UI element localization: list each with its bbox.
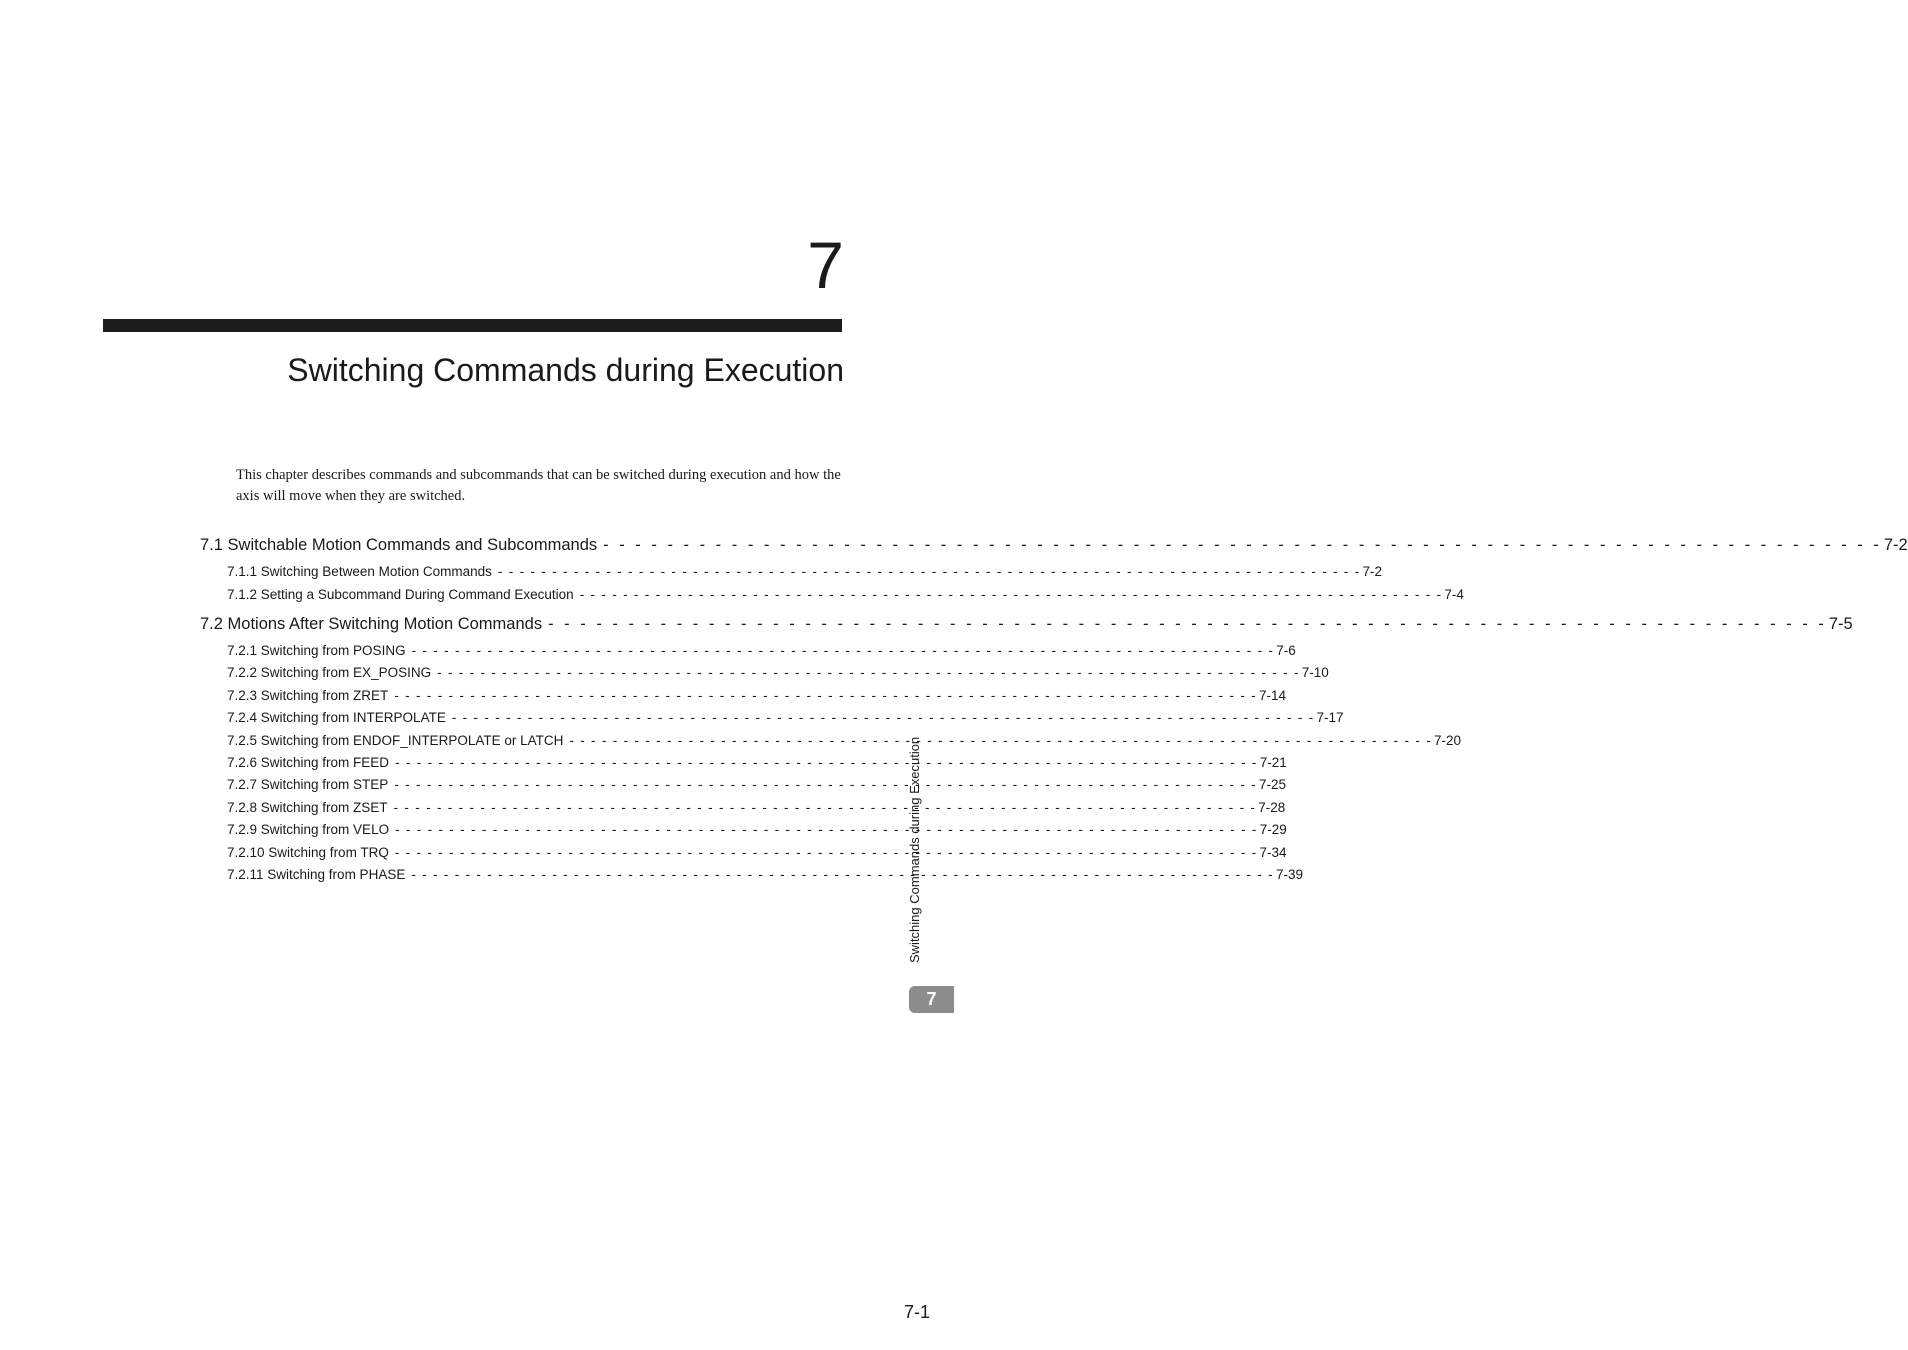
toc-entry-label: 7.1.1 Switching Between Motion Commands: [227, 564, 492, 579]
toc-entry[interactable]: [200, 536, 1908, 555]
chapter-intro: This chapter describes commands and subcommands that can be switched during execution and how the axis will move when they are switched.: [236, 467, 841, 504]
toc-entry-page: 7-28: [1258, 800, 1286, 815]
toc-entry[interactable]: [227, 867, 1304, 882]
toc-entry-page: 7-5: [1828, 615, 1853, 633]
toc-leader-dots: - - - - - - - - - - - - - - - - - - - - - - - - - - - - - - - - - - - - - - - - - - - - - - - - - - - - - - - - - - - - - - - - - - - - - - - - - - - - - - - -: [569, 733, 1432, 748]
toc-entry-page: 7-29: [1259, 822, 1287, 837]
toc-entry-label: 7.2 Motions After Switching Motion Commands: [200, 615, 543, 633]
toc-entry-label: 7.2.2 Switching from EX_POSING: [227, 665, 432, 680]
toc-entry-label: 7.2.7 Switching from STEP: [227, 777, 389, 792]
toc-entry-page: 7-14: [1258, 688, 1286, 703]
toc-entry-page: 7-34: [1259, 845, 1287, 860]
toc-leader-dots: - - - - - - - - - - - - - - - - - - - - - - - - - - - - - - - - - - - - - - - - - - - - - - - - - - - - - - - - - - - - - - - - - - - - - - - - - - - - - - - -: [394, 688, 1257, 703]
toc-entry-label: 7.2.4 Switching from INTERPOLATE: [227, 710, 446, 725]
toc-entry-label: 7.2.9 Switching from VELO: [227, 822, 390, 837]
toc-leader-dots: - - - - - - - - - - - - - - - - - - - - - - - - - - - - - - - - - - - - - - - - - - - - - - - - - - - - - - - - - - - - - - - - - - - - - - - - - - - - - - - -: [579, 587, 1443, 602]
toc-entry-label: 7.2.8 Switching from ZSET: [227, 800, 388, 815]
side-tab-chapter-badge[interactable]: 7: [909, 986, 954, 1013]
toc-entry-label: 7.1.2 Setting a Subcommand During Command Execution: [227, 587, 574, 602]
toc-entry[interactable]: [227, 710, 1344, 725]
toc-entry-label: 7.2.1 Switching from POSING: [227, 643, 406, 658]
toc-leader-dots: - - - - - - - - - - - - - - - - - - - - - - - - - - - - - - - - - - - - - - - - - - - - - - - - - - - - - - - - - - - - - - - - - - - - - - - - - - - - - - - -: [411, 643, 1275, 658]
toc-entry-label: 7.2.5 Switching from ENDOF_INTERPOLATE or LATCH: [227, 733, 564, 748]
toc-entry-label: 7.2.6 Switching from FEED: [227, 755, 390, 770]
toc-entry[interactable]: [227, 587, 1464, 602]
toc-entry[interactable]: [200, 615, 1853, 634]
toc-entry-page: 7-6: [1276, 643, 1296, 658]
toc-entry-page: 7-21: [1259, 755, 1287, 770]
toc-entry[interactable]: [227, 733, 1462, 748]
toc-leader-dots: - - - - - - - - - - - - - - - - - - - - - - - - - - - - - - - - - - - - - - - - - - - - - - - - - - - - - - - - - - - - - - - - - - - - - - - - - - - - - - - -: [451, 710, 1315, 725]
toc-leader-dots: - - - - - - - - - - - - - - - - - - - - - - - - - - - - - - - - - - - - - - - - - - - - - - - - - - - - - - - - - - - - - - - - - - - - - - - - - - - - - - - -: [497, 564, 1361, 579]
toc-entry-page: 7-2: [1362, 564, 1383, 579]
toc-leader-dots: - - - - - - - - - - - - - - - - - - - - - - - - - - - - - - - - - - - - - - - - - - - - - - - - - - - - - - - - - - - - - - - - - - - - - - - - - - - - - - - -: [393, 800, 1257, 815]
toc-entry-page: 7-17: [1316, 710, 1344, 725]
toc-leader-dots: - - - - - - - - - - - - - - - - - - - - - - - - - - - - - - - - - - - - - - - - - - - - - - - - - - - - - - - - - - - - - - - - - - - - - - - - - - - - - - - -: [437, 665, 1300, 680]
toc-entry-page: 7-2: [1883, 536, 1908, 554]
chapter-divider-bar: [103, 319, 842, 332]
toc-entry-label: 7.2.10 Switching from TRQ: [227, 845, 389, 860]
toc-leader-dots: - - - - - - - - - - - - - - - - - - - - - - - - - - - - - - - - - - - - - - - - - - - - - - - - - - - - - - - - - - - - - - - - - - - - - - - - - - - - - - - -: [603, 536, 1882, 554]
toc-entry[interactable]: [227, 755, 1287, 770]
toc-leader-dots: - - - - - - - - - - - - - - - - - - - - - - - - - - - - - - - - - - - - - - - - - - - - - - - - - - - - - - - - - - - - - - - - - - - - - - - - - - - - - - - -: [394, 777, 1257, 792]
toc-entry[interactable]: [227, 688, 1286, 703]
toc-entry[interactable]: [227, 822, 1287, 837]
toc-leader-dots: - - - - - - - - - - - - - - - - - - - - - - - - - - - - - - - - - - - - - - - - - - - - - - - - - - - - - - - - - - - - - - - - - - - - - - - - - - - - - - - -: [395, 822, 1258, 837]
toc-entry[interactable]: [227, 800, 1286, 815]
toc-entry-label: 7.2.11 Switching from PHASE: [227, 867, 406, 882]
toc-entry-page: 7-10: [1301, 665, 1329, 680]
toc-leader-dots: - - - - - - - - - - - - - - - - - - - - - - - - - - - - - - - - - - - - - - - - - - - - - - - - - - - - - - - - - - - - - - - - - - - - - - - - - - - - - - - -: [411, 867, 1274, 882]
toc-entry[interactable]: [227, 845, 1287, 860]
toc-entry-page: 7-39: [1275, 867, 1304, 882]
toc-entry-page: 7-25: [1258, 777, 1287, 792]
toc-entry[interactable]: [227, 777, 1287, 792]
toc-leader-dots: - - - - - - - - - - - - - - - - - - - - - - - - - - - - - - - - - - - - - - - - - - - - - - - - - - - - - - - - - - - - - - - - - - - - - - - - - - - - - - - -: [548, 615, 1827, 633]
toc-entry[interactable]: [227, 564, 1383, 579]
toc-leader-dots: - - - - - - - - - - - - - - - - - - - - - - - - - - - - - - - - - - - - - - - - - - - - - - - - - - - - - - - - - - - - - - - - - - - - - - - - - - - - - - - -: [395, 755, 1258, 770]
toc-entry[interactable]: [227, 643, 1296, 658]
side-tab-chapter-title: Switching Commands during Execution: [907, 736, 922, 963]
page-number: 7-1: [903, 1302, 930, 1322]
toc-entry-page: 7-4: [1444, 587, 1464, 602]
toc-entry-label: 7.1 Switchable Motion Commands and Subcommands: [200, 536, 598, 554]
toc-leader-dots: - - - - - - - - - - - - - - - - - - - - - - - - - - - - - - - - - - - - - - - - - - - - - - - - - - - - - - - - - - - - - - - - - - - - - - - - - - - - - - - -: [394, 845, 1258, 860]
chapter-number: 7: [807, 228, 844, 302]
toc-entry-label: 7.2.3 Switching from ZRET: [227, 688, 389, 703]
toc-entry-page: 7-20: [1434, 733, 1462, 748]
chapter-title: Switching Commands during Execution: [287, 352, 844, 388]
toc-entry[interactable]: [227, 665, 1329, 680]
